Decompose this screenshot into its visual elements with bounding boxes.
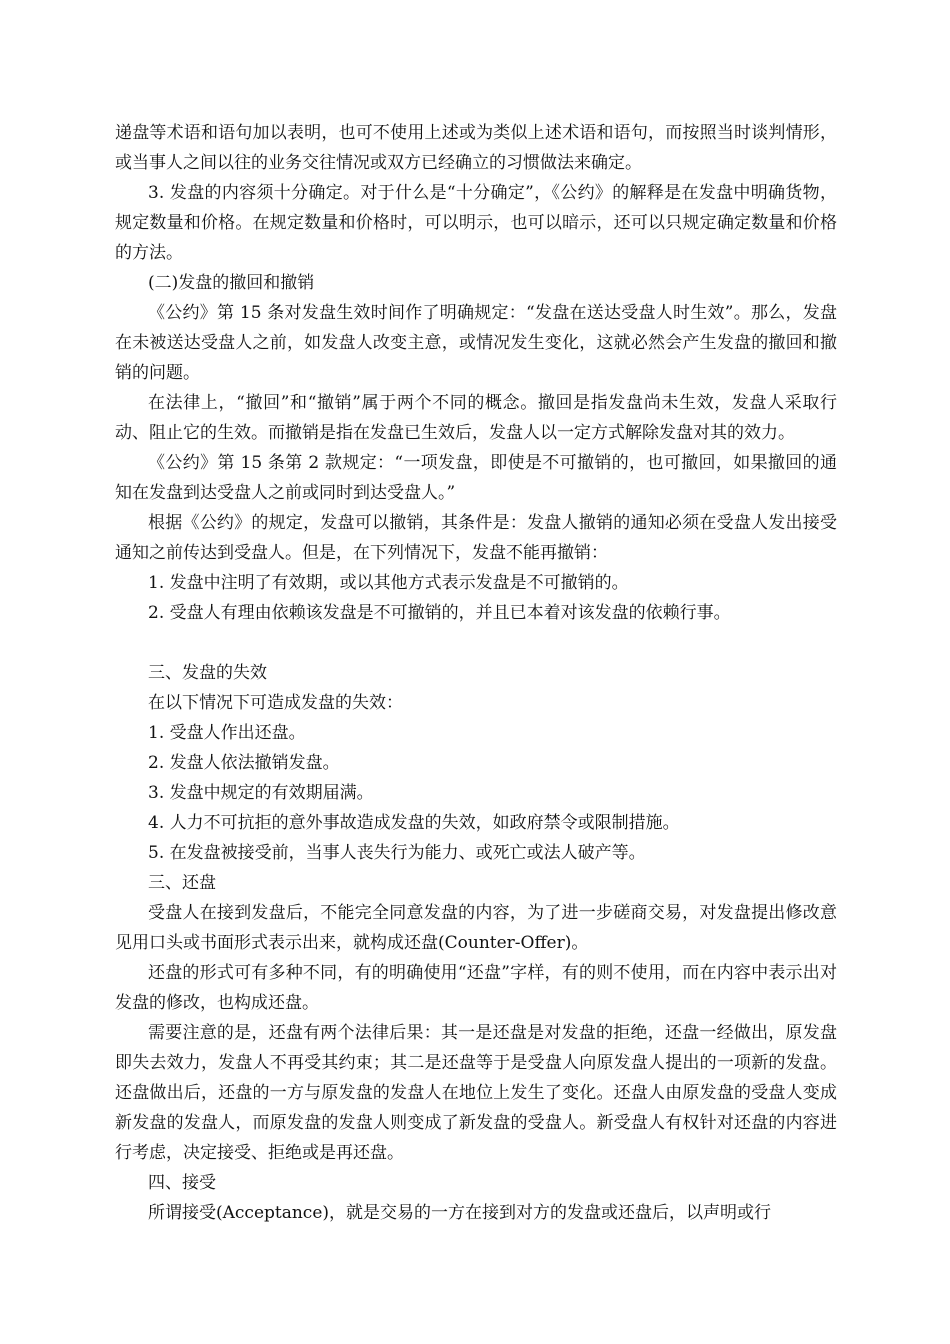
document-page — [115, 118, 837, 1228]
paragraph: 根据《公约》的规定，发盘可以撤销，其条件是：发盘人撤销的通知必须在受盘人发出接受通知之前传达到受盘人。但是，在下列情况下，发盘不能再撤销： — [115, 513, 837, 563]
section-heading-acceptance: 四、接受 — [148, 1173, 216, 1193]
paragraph: 《公约》第 15 条第 2 款规定：“一项发盘，即使是不可撤销的，也可撤回，如果撤回的通知在发盘到达受盘人之前或同时到达受盘人。” — [115, 453, 837, 503]
paragraph: 需要注意的是，还盘有两个法律后果：其一是还盘是对发盘的拒绝，还盘一经做出，原发盘即失去效力，发盘人不再受其约束；其二是还盘等于是受盘人向原发盘人提出的一项新的发盘。还盘做出后，还盘的一方与原发盘的发盘人在地位上发生了变化。还盘人由原发盘的受盘人变成新发盘的发盘人，而原发盘的发盘人则变成了新发盘的受盘人。新受盘人有权针对还盘的内容进行考虑，决定接受、拒绝或是再还盘。 — [115, 1023, 837, 1163]
paragraph: 所谓接受(Acceptance)，就是交易的一方在接到对方的发盘或还盘后，以声明或行 — [148, 1203, 772, 1223]
section-heading-revocation: (二)发盘的撤回和撤销 — [148, 273, 315, 293]
paragraph: 还盘的形式可有多种不同，有的明确使用“还盘”字样，有的则不使用，而在内容中表示出对发盘的修改，也构成还盘。 — [115, 963, 837, 1013]
paragraph: 在法律上，“撤回”和“撤销”属于两个不同的概念。撤回是指发盘尚未生效，发盘人采取行动、阻止它的生效。而撤销是指在发盘已生效后，发盘人以一定方式解除发盘对其的效力。 — [115, 393, 837, 443]
list-item: 3. 发盘中规定的有效期届满。 — [148, 783, 374, 803]
blank-line — [115, 628, 837, 658]
paragraph: 《公约》第 15 条对发盘生效时间作了明确规定：“发盘在送达受盘人时生效”。那么，发盘在未被送达受盘人之前，如发盘人改变主意，或情况发生变化，这就必然会产生发盘的撤回和撤销的问题。 — [115, 303, 837, 383]
paragraph: 在以下情况下可造成发盘的失效： — [148, 693, 403, 713]
list-item: 1. 受盘人作出还盘。 — [148, 723, 306, 743]
section-heading-counter-offer: 三、还盘 — [148, 873, 216, 893]
paragraph-continuation: 递盘等术语和语句加以表明，也可不使用上述或为类似上述术语和语句，而按照当时谈判情形，或当事人之间以往的业务交往情况或双方已经确立的习惯做法来确定。 — [115, 123, 837, 173]
list-item: 2. 受盘人有理由依赖该发盘是不可撤销的，并且已本着对该发盘的依赖行事。 — [148, 603, 731, 623]
list-item: 5. 在发盘被接受前，当事人丧失行为能力、或死亡或法人破产等。 — [148, 843, 646, 863]
list-item: 1. 发盘中注明了有效期，或以其他方式表示发盘是不可撤销的。 — [148, 573, 629, 593]
list-item: 4. 人力不可抗拒的意外事故造成发盘的失效，如政府禁令或限制措施。 — [148, 813, 680, 833]
section-heading-lapse: 三、发盘的失效 — [148, 663, 267, 683]
paragraph: 受盘人在接到发盘后，不能完全同意发盘的内容，为了进一步磋商交易，对发盘提出修改意见用口头或书面形式表示出来，就构成还盘(Counter-Offer)。 — [115, 903, 837, 953]
list-item: 2. 发盘人依法撤销发盘。 — [148, 753, 340, 773]
paragraph-item-3: 3. 发盘的内容须十分确定。对于什么是“十分确定”，《公约》的解释是在发盘中明确货物，规定数量和价格。在规定数量和价格时，可以明示，也可以暗示，还可以只规定确定数量和价格的方法。 — [115, 183, 837, 263]
